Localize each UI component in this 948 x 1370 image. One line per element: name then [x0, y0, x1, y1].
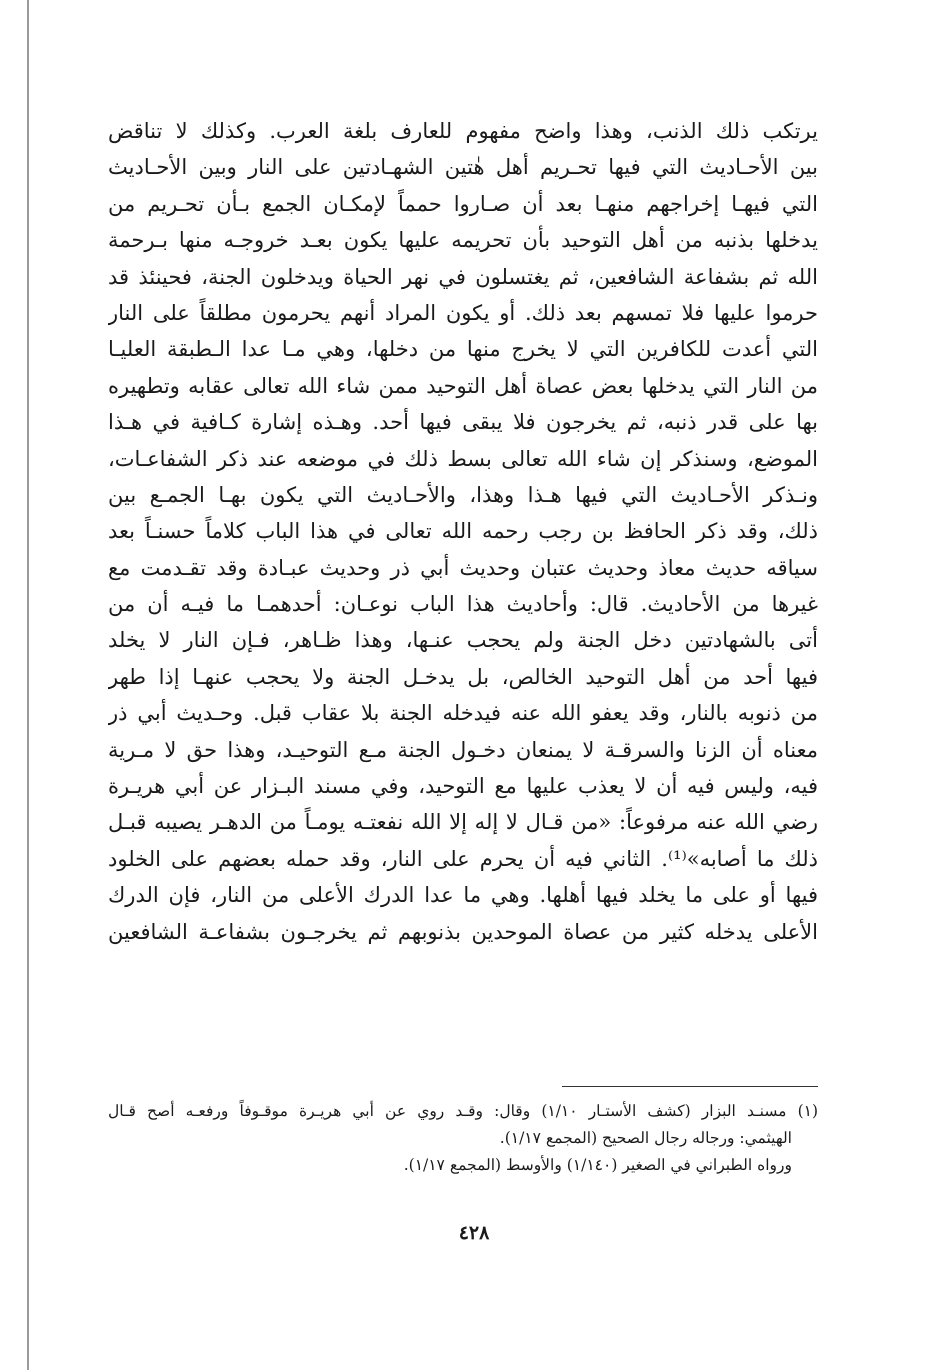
body-line: ذلك، وقد ذكر الحافظ بن رجب رحمه الله تعالى في هذا الباب كلاماً حسنـاً بعد: [108, 519, 818, 544]
body-line: التي أعدت للكافرين التي لا يخرج منها من دخلها، وهي مـا عدا الـطبقة العليـا: [108, 337, 818, 362]
body-line: فيه، وليس فيه أن لا يعذب عليها مع التوحيد، وفي مسند البـزار عن أبي هريـرة: [108, 774, 818, 799]
footnote-line: الهيثمي: ورجاله رجال الصحيح (المجمع ١/١٧).: [499, 1129, 792, 1147]
footnote-separator: [562, 1086, 818, 1087]
body-line: التي فيهـا إخراجهم منهـا بعد أن صـاروا حمماً لإمكـان الجمع بـأن تحـريم من: [108, 191, 818, 216]
body-line: سياقه حديث معاذ وحديث عتبان وحديث أبي ذر وحديث عبـادة وقد تقـدمت مع: [108, 555, 818, 580]
body-line: ونـذكر الأحـاديث التي فيها هـذا وهذا، والأحـاديث التي يكون بهـا الجمـع بين: [108, 482, 818, 507]
footnote-line: (١) مسنـد البزار (كشف الأستـار ١/١٠) وقال: وقـد روي عن أبي هريـرة موقـوفاً ورفعـه أصح قـال: [108, 1102, 818, 1120]
body-line: رضي الله عنه مرفوعاً: «من قـال لا إله إلا الله نفعتـه يومـاً من الدهـر يصيبه قبـل: [108, 810, 818, 835]
page-binding-edge: [27, 0, 29, 1370]
body-line: أتى بالشهادتين دخل الجنة ولم يحجب عنـها، وهذا ظـاهر، فـإن النار لا يخلد: [108, 628, 818, 653]
body-line: يرتكب ذلك الذنب، وهذا واضح مفهوم للعارف بلغة العرب. وكذلك لا تناقض: [108, 119, 818, 143]
body-line: الأعلى يدخله كثير من عصاة الموحدين بذنوبهم ثم يخرجـون بشفاعـة الشافعين: [108, 919, 818, 944]
main-text-block: [108, 113, 818, 950]
page-number: ٤٢٨: [458, 1222, 490, 1244]
body-line: ذلك ما أصابه»⁽¹⁾. الثاني فيه أن يحرم على النار، وقد حمله بعضهم على الخلود: [108, 846, 818, 871]
footnotes-block: [108, 1098, 818, 1179]
body-line: فيها أو على ما يخلد فيها أهلها. وهي ما عدا الدرك الأعلى من النار، فإن الدرك: [108, 883, 818, 908]
body-line: غيرها من الأحاديث. قال: وأحاديث هذا الباب نوعـان: أحدهمـا ما فيـه أن من: [108, 592, 818, 617]
body-line: بها على قدر ذنبه، ثم يخرجون فلا يبقى فيها أحد. وهـذه إشارة كـافية في هـذا: [108, 410, 818, 435]
body-line: معناه أن الزنا والسرقـة لا يمنعان دخـول الجنة مـع التوحيـد، وهذا حق لا مـرية: [108, 737, 818, 762]
footnote-line: ورواه الطبراني في الصغير (١/١٤٠) والأوسط (المجمع ١/١٧).: [403, 1156, 792, 1174]
body-line: حرموا عليها فلا تمسهم بعد ذلك. أو يكون المراد أنهم يحرمون مطلقاً على النار: [108, 300, 818, 325]
body-line: من النار التي يدخلها بعض عصاة أهل التوحيد ممن شاء الله تعالى عقابه وتطهيره: [108, 373, 818, 398]
body-line: من ذنوبه بالنار، وقد يعفو الله عنه فيدخله الجنة بلا عقاب قبل. وحـديث أبي ذر: [108, 701, 818, 726]
body-line: بين الأحـاديث التي فيها تحـريم أهل هٰتين الشهـادتين على النار وبين الأحـاديث: [108, 155, 818, 180]
body-line: الله ثم بشفاعة الشافعين، ثم يغتسلون في نهر الحياة ويدخلون الجنة، فحينئذ قد: [108, 264, 818, 289]
body-line: يدخلها بذنبه من أهل التوحيد بأن تحريمه عليها يكون بعـد خروجـه منها بـرحمة: [108, 228, 818, 253]
body-line: الموضع، وسنذكر إن شاء الله تعالى بسط ذلك في موضعه عند ذكر الشفاعـات،: [108, 446, 818, 471]
body-line: فيها أحد من أهل التوحيد الخالص، بل يدخـل الجنة ولا يحجب عنهـا إذا طهر: [108, 664, 818, 689]
